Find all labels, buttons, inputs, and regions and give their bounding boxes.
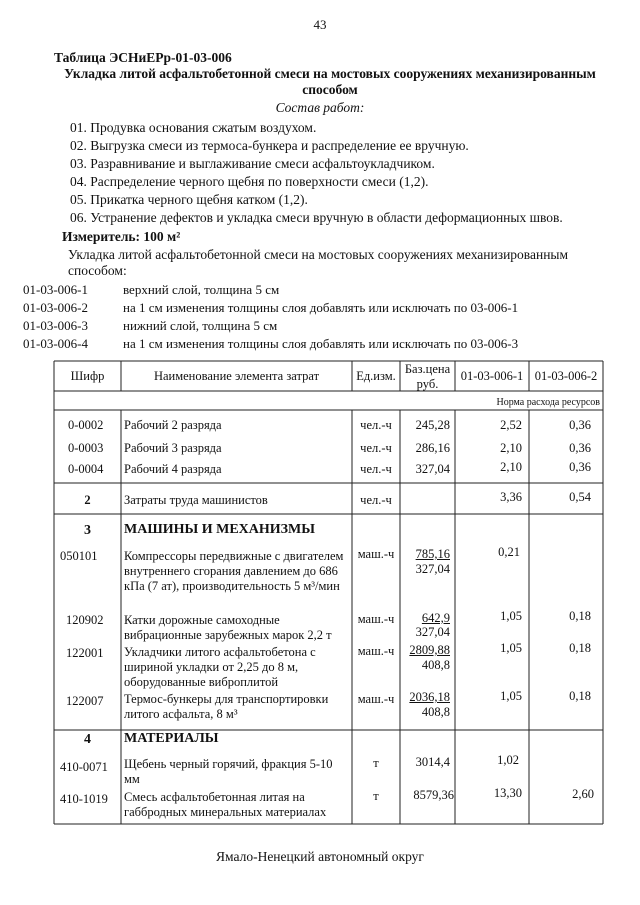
col-header-variant-1: 01-03-006-1 xyxy=(460,369,524,383)
row-price-secondary: 408,8 xyxy=(421,658,450,672)
row-code: 120902 xyxy=(66,613,104,627)
row-name: Рабочий 3 разряда xyxy=(124,441,222,455)
subtitle: Укладка литой асфальтобетонной смеси на мостовых сооружениях механизированным способом xyxy=(64,66,596,97)
row-norm-1: 1,02 xyxy=(497,753,519,767)
row-norm-2: 0,36 xyxy=(569,460,591,474)
row-price: 245,28 xyxy=(415,418,450,432)
section-number: 4 xyxy=(84,732,91,747)
row-name: Катки дорожные самоходные вибрационные зарубежных марок 2,2 т xyxy=(124,613,332,642)
row-code: 122001 xyxy=(66,646,104,660)
row-unit: т xyxy=(373,789,379,803)
row-norm-1: 1,05 xyxy=(500,641,522,655)
row-price-secondary: 327,04 xyxy=(415,625,450,639)
col-header-price-line1: Баз.цена xyxy=(404,362,451,376)
row-price: 8579,36 xyxy=(413,788,454,802)
row-name: Щебень черный горячий, фракция 5-10 мм xyxy=(124,757,333,786)
code-line xyxy=(23,282,279,298)
row-name: Укладчики литого асфальтобетона с шириной укладки от 2,25 до 8 м, оборудованные виброплитой xyxy=(124,645,316,689)
row-code: 0-0004 xyxy=(68,462,104,476)
row-norm-2: 0,36 xyxy=(569,441,591,455)
work-step: 03. Разравнивание и выглаживание смеси асфальтоукладчиком. xyxy=(70,156,435,171)
row-norm-1: 2,10 xyxy=(500,460,522,474)
row-norm-1: 13,30 xyxy=(493,786,522,800)
table-title: Таблица ЭСНиЕРр-01-03-006 xyxy=(54,50,232,65)
row-name: Смесь асфальтобетонная литая на габбродных минеральных материалах xyxy=(124,790,327,819)
work-step: 06. Устранение дефектов и укладка смеси вручную в области деформационных швов. xyxy=(70,210,563,225)
row-price: 327,04 xyxy=(415,462,450,476)
section-number: 3 xyxy=(84,523,91,538)
row-code: 122007 xyxy=(66,694,104,708)
row-norm-1: 0,21 xyxy=(498,545,520,559)
row-norm-2: 0,18 xyxy=(569,609,591,623)
row-unit: маш.-ч xyxy=(357,692,395,706)
row-unit: чел.-ч xyxy=(360,418,392,432)
row-unit: маш.-ч xyxy=(357,547,395,561)
work-step: 02. Выгрузка смеси из термоса-бункера и распределение ее вручную. xyxy=(70,138,469,153)
code-text: верхний слой, толщина 5 см xyxy=(123,282,280,297)
row-norm-1: 2,10 xyxy=(500,441,522,455)
col-header-unit: Ед.изм. xyxy=(356,369,396,383)
row-name: Термос-бункеры для транспортировки литого асфальта, 8 м³ xyxy=(124,692,329,721)
row-norm-2: 0,54 xyxy=(569,490,591,504)
row-unit: маш.-ч xyxy=(357,612,395,626)
row-norm-1: 1,05 xyxy=(500,609,522,623)
code-text: на 1 см изменения толщины слоя добавлять или исключать по 03-006-3 xyxy=(123,336,519,351)
work-step: 05. Прикатка черного щебня катком (1,2). xyxy=(70,192,308,207)
row-norm-2: 2,60 xyxy=(572,787,594,801)
row-norm-2: 0,18 xyxy=(569,689,591,703)
measure-unit: Измеритель: 100 м² xyxy=(62,229,181,244)
section-title: МАТЕРИАЛЫ xyxy=(124,731,219,746)
page-footer: Ямало-Ненецкий автономный округ xyxy=(216,849,424,864)
code-id: 01-03-006-2 xyxy=(23,300,88,315)
row-code: 2 xyxy=(84,493,91,507)
page-number: 43 xyxy=(313,17,327,32)
work-step: 04. Распределение черного щебня по поверхности смеси (1,2). xyxy=(70,174,429,189)
code-id: 01-03-006-3 xyxy=(23,318,88,333)
row-norm-1: 1,05 xyxy=(500,689,522,703)
row-unit: маш.-ч xyxy=(357,644,395,658)
row-name: Рабочий 4 разряда xyxy=(124,462,222,476)
row-price: 785,16 xyxy=(415,547,450,561)
row-unit: т xyxy=(373,756,379,770)
row-price-secondary: 327,04 xyxy=(415,562,450,576)
code-line xyxy=(23,336,518,352)
row-norm-2: 0,18 xyxy=(569,641,591,655)
code-id: 01-03-006-4 xyxy=(23,336,88,351)
row-price: 3014,4 xyxy=(415,755,450,769)
col-header-name: Наименование элемента затрат xyxy=(153,369,320,383)
work-description: Укладка литой асфальтобетонной смеси на мостовых сооружениях механизированным способом: xyxy=(68,247,569,278)
row-code: 410-0071 xyxy=(60,760,108,774)
row-name: Компрессоры передвижные с двигателем внутреннего сгорания давлением до 686 кПа (7 ат), производительность 5 м³/мин xyxy=(124,549,344,593)
row-code: 0-0002 xyxy=(68,418,104,432)
section-title: МАШИНЫ И МЕХАНИЗМЫ xyxy=(124,522,316,537)
row-unit: чел.-ч xyxy=(360,493,392,507)
row-norm-1: 3,36 xyxy=(500,490,522,504)
row-price: 2809,88 xyxy=(409,643,450,657)
code-text: нижний слой, толщина 5 см xyxy=(123,318,278,333)
row-unit: чел.-ч xyxy=(360,441,392,455)
composition-heading: Состав работ: xyxy=(275,100,365,115)
row-code: 050101 xyxy=(60,549,98,563)
code-line xyxy=(23,318,277,334)
code-id: 01-03-006-1 xyxy=(23,282,88,297)
col-header-price xyxy=(400,362,455,392)
row-price: 642,9 xyxy=(421,611,450,625)
row-name: Затраты труда машинистов xyxy=(124,493,268,507)
row-norm-1: 2,52 xyxy=(500,418,522,432)
row-norm-2: 0,36 xyxy=(569,418,591,432)
code-line xyxy=(23,300,518,316)
work-step: 01. Продувка основания сжатым воздухом. xyxy=(70,120,317,135)
row-code: 410-1019 xyxy=(60,792,108,806)
row-name: Рабочий 2 разряда xyxy=(124,418,222,432)
row-price-secondary: 408,8 xyxy=(421,705,450,719)
norm-caption: Норма расхода ресурсов xyxy=(496,397,600,408)
row-code: 0-0003 xyxy=(68,441,104,455)
col-header-code: Шифр xyxy=(70,369,105,383)
row-price: 2036,18 xyxy=(409,690,450,704)
row-price: 286,16 xyxy=(415,441,450,455)
row-unit: чел.-ч xyxy=(360,462,392,476)
col-header-variant-2: 01-03-006-2 xyxy=(534,369,598,383)
col-header-price-line2: руб. xyxy=(416,377,439,391)
code-text: на 1 см изменения толщины слоя добавлять или исключать по 03-006-1 xyxy=(123,300,519,315)
